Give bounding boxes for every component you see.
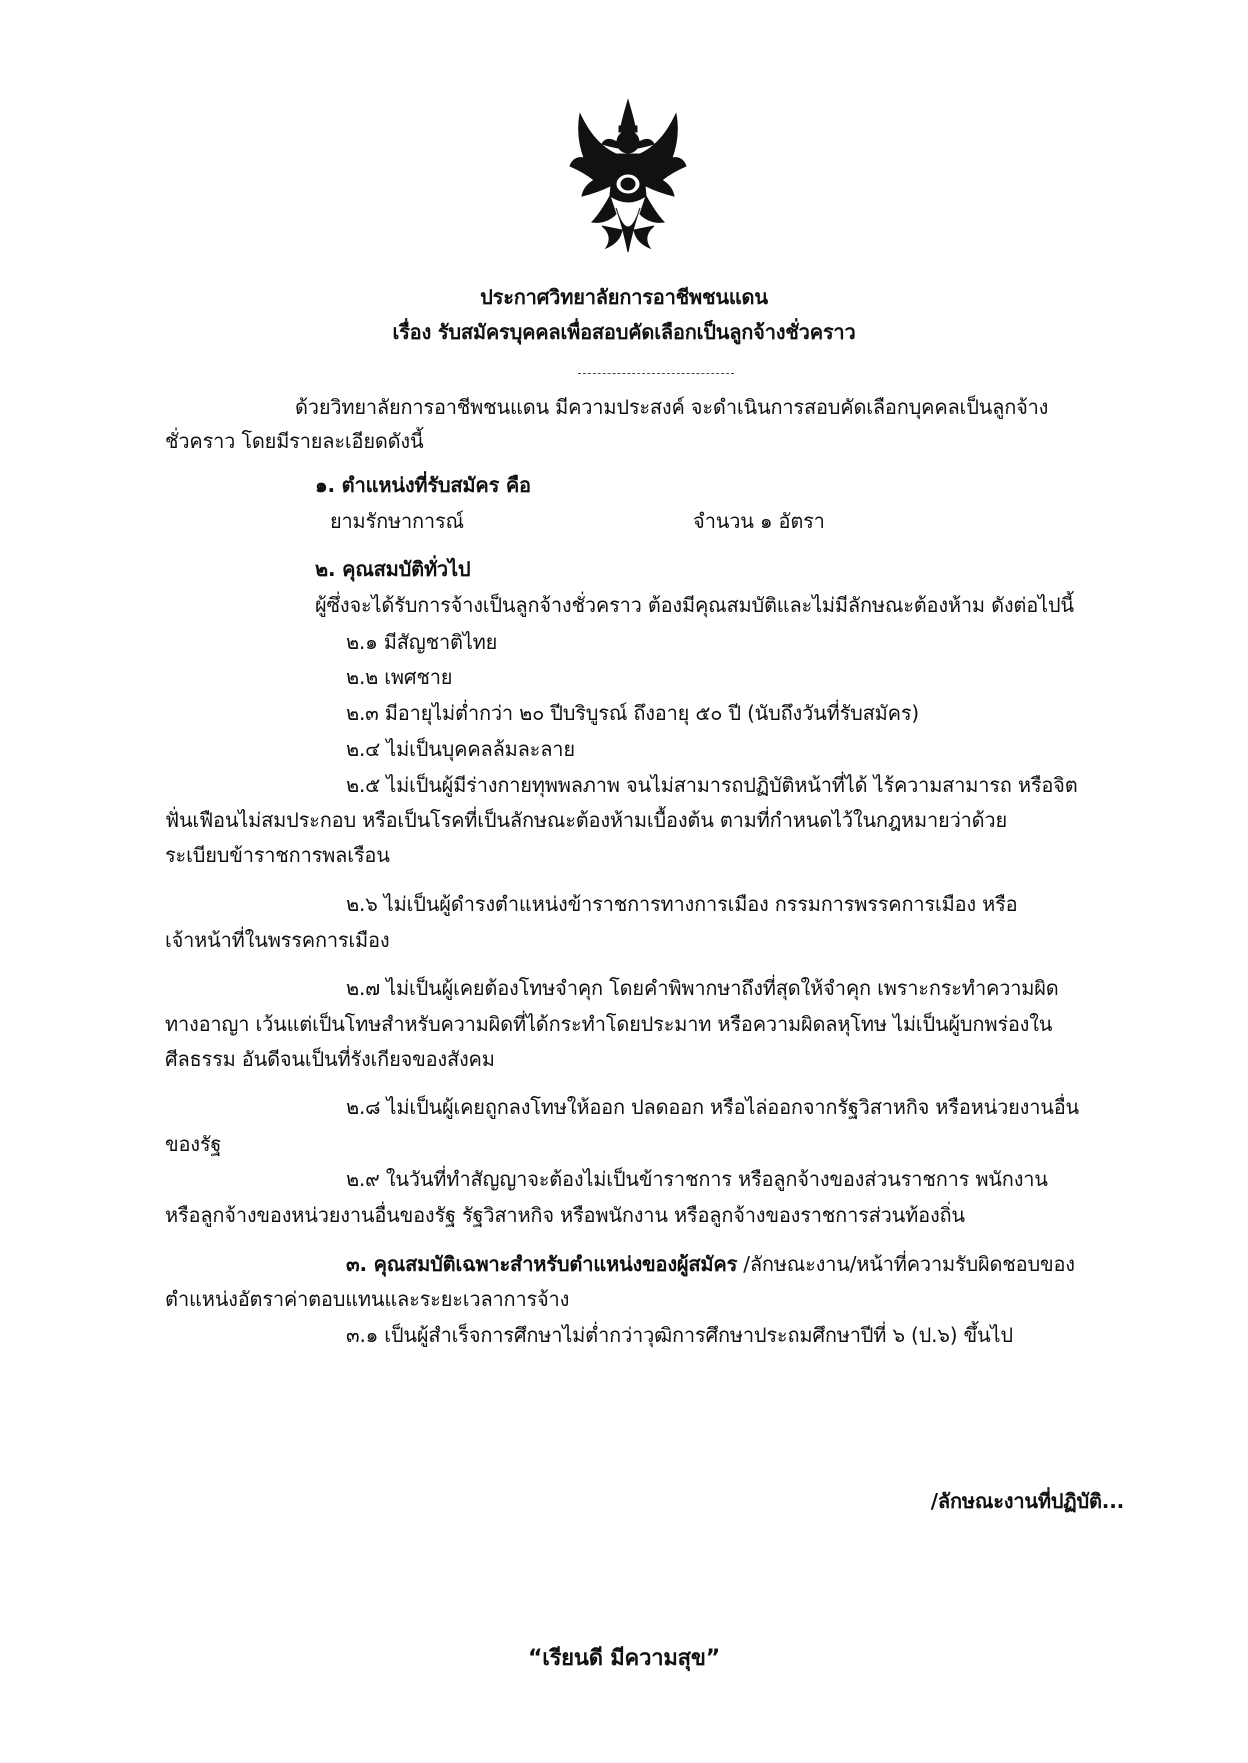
section-1-heading: ๑. ตำแหน่งที่รับสมัคร คือ <box>315 473 531 497</box>
section-3-heading <box>346 1251 1075 1277</box>
qualification-item: ๒.๔ ไม่เป็นบุคคลล้มละลาย <box>346 737 575 761</box>
intro-line-1: ด้วยวิทยาลัยการอาชีพชนแดน มีความประสงค์ จะดำเนินการสอบคัดเลือกบุคคลเป็นลูกจ้าง <box>295 395 1049 419</box>
specific-qualification-item: ๓.๑ เป็นผู้สำเร็จการศึกษาไม่ต่ำกว่าวุฒิการศึกษาประถมศึกษาปีที่ ๖ (ป.๖) ขึ้นไป <box>346 1323 1013 1347</box>
qualification-item: ๒.๒ เพศชาย <box>346 665 453 689</box>
continued-note: /ลักษณะงานที่ปฏิบัติ... <box>930 1489 1124 1513</box>
section-2-heading: ๒. คุณสมบัติทั่วไป <box>315 557 471 581</box>
position-name: ยามรักษาการณ์ <box>330 509 464 533</box>
qualification-item-cont: เจ้าหน้าที่ในพรรคการเมือง <box>165 928 390 952</box>
qualification-item-cont: ทางอาญา เว้นแต่เป็นโทษสำหรับความผิดที่ได้กระทำโดยประมาท หรือความผิดลหุโทษ ไม่เป็นผู้บกพร่องใน <box>165 1012 1053 1036</box>
qualification-item: ๒.๓ มีอายุไม่ต่ำกว่า ๒๐ ปีบริบูรณ์ ถึงอายุ ๕๐ ปี (นับถึงวันที่รับสมัคร) <box>346 701 919 725</box>
qualification-item-cont: ฟั่นเฟือนไม่สมประกอบ หรือเป็นโรคที่เป็นลักษณะต้องห้ามเบื้องต้น ตามที่กำหนดไว้ในกฎหมายว่าด้วย <box>165 808 1007 832</box>
document-subject: เรื่อง รับสมัครบุคคลเพื่อสอบคัดเลือกเป็นลูกจ้างชั่วคราว <box>392 320 856 344</box>
section-3-heading-rest: /ลักษณะงาน/หน้าที่ความรับผิดชอบของ <box>737 1252 1075 1276</box>
qualification-item-cont: หรือลูกจ้างของหน่วยงานอื่นของรัฐ รัฐวิสาหกิจ หรือพนักงาน หรือลูกจ้างของราชการส่วนท้องถิ่น <box>165 1203 965 1227</box>
qualification-item-cont: ระเบียบข้าราชการพลเรือน <box>165 843 390 867</box>
qualification-item: ๒.๖ ไม่เป็นผู้ดำรงตำแหน่งข้าราชการทางการเมือง กรรมการพรรคการเมือง หรือ <box>346 892 1018 916</box>
qualification-item: ๒.๗ ไม่เป็นผู้เคยต้องโทษจำคุก โดยคำพิพากษาถึงที่สุดให้จำคุก เพราะกระทำความผิด <box>346 976 1059 1000</box>
garuda-emblem-icon <box>566 96 690 256</box>
section-3-heading-cont: ตำแหน่งอัตราค่าตอบแทนและระยะเวลาการจ้าง <box>165 1287 570 1311</box>
qualification-item: ๒.๑ มีสัญชาติไทย <box>346 630 498 654</box>
position-count: จำนวน ๑ อัตรา <box>693 509 825 533</box>
intro-line-2: ชั่วคราว โดยมีรายละเอียดดังนี้ <box>165 429 424 453</box>
qualification-item-cont: ของรัฐ <box>165 1132 222 1156</box>
qualification-item: ๒.๙ ในวันที่ทำสัญญาจะต้องไม่เป็นข้าราชการ หรือลูกจ้างของส่วนราชการ พนักงาน <box>346 1167 1048 1191</box>
qualification-item-cont: ศีลธรรม อันดีจนเป็นที่รังเกียจของสังคม <box>165 1047 495 1071</box>
document-title: ประกาศวิทยาลัยการอาชีพชนแดน <box>480 285 768 309</box>
qualification-item: ๒.๕ ไม่เป็นผู้มีร่างกายทุพพลภาพ จนไม่สามารถปฏิบัติหน้าที่ได้ ไร้ความสามารถ หรือจิต <box>346 773 1078 797</box>
qualification-item: ๒.๘ ไม่เป็นผู้เคยถูกลงโทษให้ออก ปลดออก หรือไล่ออกจากรัฐวิสาหกิจ หรือหน่วยงานอื่น <box>346 1095 1079 1119</box>
header-divider <box>578 373 734 374</box>
section-2-intro: ผู้ซึ่งจะได้รับการจ้างเป็นลูกจ้างชั่วคราว ต้องมีคุณสมบัติและไม่มีลักษณะต้องห้าม ดังต่อไปนี้ <box>315 593 1074 617</box>
motto: “เรียนดี มีความสุข” <box>527 1646 721 1671</box>
section-3-heading-bold: ๓. คุณสมบัติเฉพาะสำหรับตำแหน่งของผู้สมัคร <box>346 1252 738 1276</box>
